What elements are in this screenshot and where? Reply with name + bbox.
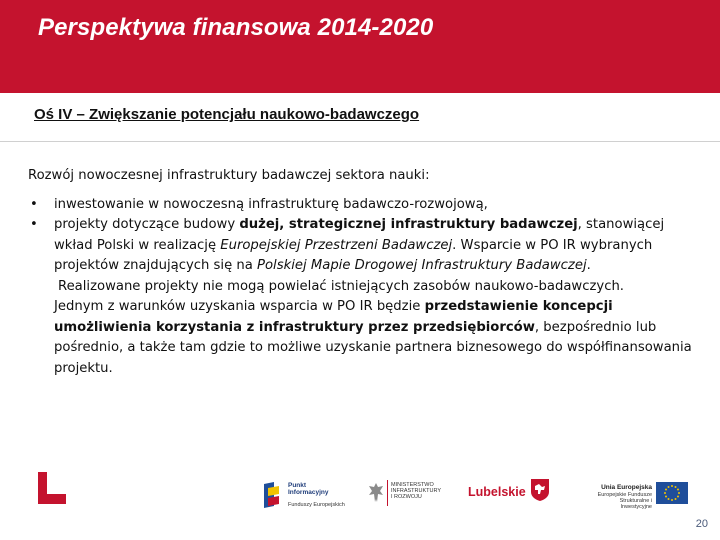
subtitle-box: [27, 95, 707, 133]
bullet-dot: •: [30, 217, 38, 232]
divider: [0, 141, 720, 142]
ministry-line1: MINISTERSTWO: [391, 482, 434, 488]
bullet-text: . Wsparcie w PO IR wybranych projektów znajdujących się na: [54, 237, 653, 273]
bullet-text: .: [586, 258, 591, 273]
eu-line2: Europejskie Fundusze: [597, 492, 652, 498]
punkt-line3: Funduszy Europejskich: [288, 502, 345, 508]
paragraph: Realizowane projekty nie mogą powielać istniejących zasobów naukowo-badawczych.: [58, 278, 624, 294]
bullet-item: [28, 195, 698, 216]
punkt-line2: Informacyjny: [288, 489, 329, 496]
eu-line1: Unia Europejska: [601, 484, 652, 491]
slide-content: [28, 166, 698, 379]
punkt-line1: Punkt: [288, 482, 307, 489]
lubelskie-text: Lubelskie: [468, 485, 526, 499]
bullet-text: , stanowiącej wkład Polski w realizację: [54, 217, 665, 253]
punkt-informacyjny-logo: [262, 480, 352, 516]
bullet-italic-text: Europejskiej Przestrzeni Badawczej: [220, 237, 453, 253]
paragraph-bold-text: przedstawienie koncepcji umożliwienia korzystania z infrastruktury przez przedsiębiorców: [54, 299, 613, 335]
lubelskie-logo: [468, 480, 552, 516]
page-number: 20: [695, 518, 708, 530]
ministry-logo: [368, 480, 448, 516]
bullet-italic-text: Polskiej Mapie Drogowej Infrastruktury Badawczej: [257, 258, 587, 273]
eu-logo: [588, 480, 688, 516]
ministry-line2: INFRASTRUKTURY: [391, 488, 442, 494]
slide-title: Perspektywa finansowa 2014-2020: [38, 14, 434, 41]
bullet-text: projekty dotyczące budowy: [54, 217, 240, 232]
bullet-list: [28, 195, 698, 277]
ministry-line3: I ROZWOJU: [391, 494, 422, 500]
bullet-dot: •: [30, 196, 38, 212]
lubelskie-crest-icon: [530, 478, 550, 502]
eu-line3: Strukturalne i Inwestycyjne: [619, 498, 652, 510]
paragraph-text: , bezpośrednio lub pośrednio, a także tam gdzie to możliwe uzyskanie partnera biznesowego do współfinansowania projektu.: [54, 319, 692, 376]
lead-text: Rozwój nowoczesnej infrastruktury badawczej sektora nauki:: [28, 168, 430, 183]
paragraph-text: Jednym z warunków uzyskania wsparcia w PO IR będzie: [54, 299, 425, 314]
slide-subtitle: Oś IV – Zwiększanie potencjału naukowo-badawczego: [34, 106, 420, 123]
bullet-item: [28, 215, 698, 277]
punkt-flag-icon: [262, 480, 282, 510]
l-logo-icon: [38, 472, 66, 504]
eagle-emblem-icon: [368, 482, 384, 504]
bullet-bold-text: dużej, strategicznej infrastruktury badawczej: [239, 217, 578, 232]
paragraph: [28, 297, 698, 379]
bullet-text: inwestowanie w nowoczesną infrastrukturę badawczo-rozwojową,: [54, 196, 488, 212]
header-band: [0, 0, 720, 93]
eu-flag-icon: [656, 482, 688, 504]
